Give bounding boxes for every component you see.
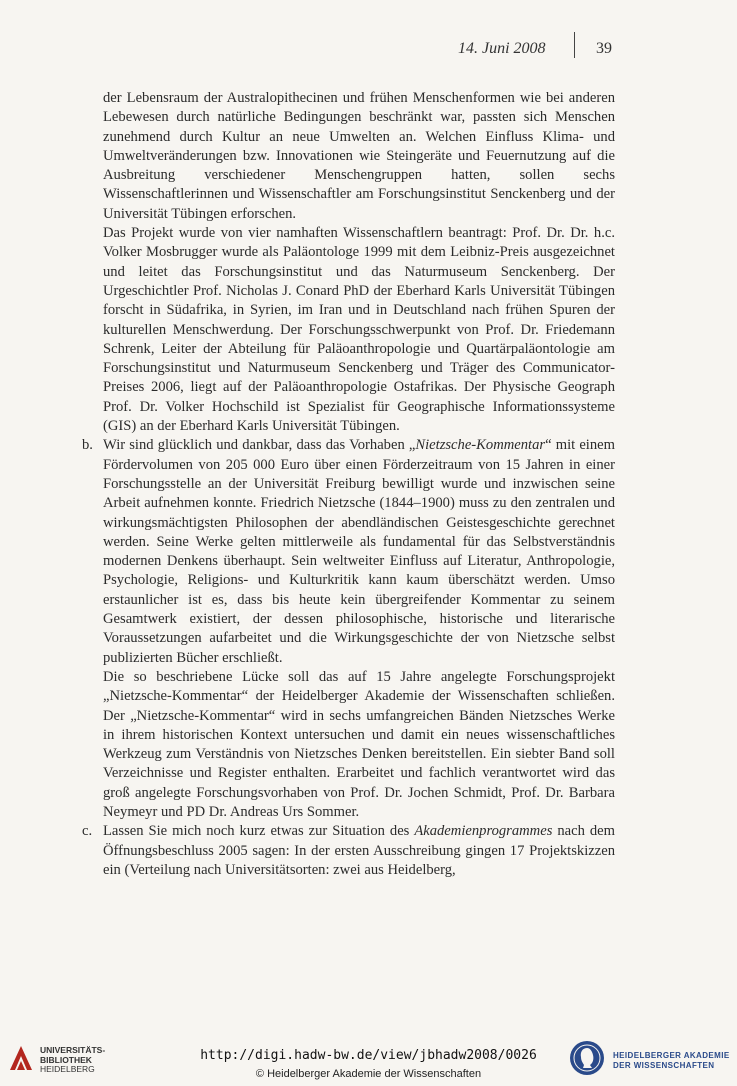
copyright-notice: © Heidelberger Akademie der Wissenschaften	[255, 1068, 482, 1080]
header-date: 14. Juni 2008	[458, 40, 546, 57]
paragraph-lebensraum: der Lebensraum der Australopithecinen und frühen Menschenformen wie bei anderen Lebewesen durch natürliche Bedingungen beschränkt war, passten sich Menschen zunehmend durch Kultur an neue Umwelten an. Welchen Einfluss Klima- und Umweltveränderungen bzw. Innovationen wie Steingeräte und Feuernutzung auf die Ausbreitung verschiedener Menschengruppen hatten, sollen sechs Wissenschaftlerinnen und Wissenschaftler am Forschungsinstitut Senckenberg und der Universität Tübingen erforschen.	[103, 90, 615, 222]
list-marker-c: c.	[82, 823, 93, 840]
permalink-url[interactable]: http://digi.hadw-bw.de/view/jbhadw2008/0026	[200, 1048, 537, 1063]
page-number: 39	[596, 40, 612, 57]
item-b-text-before: Wir sind glücklich und dankbar, dass das Vorhaben „	[103, 437, 416, 454]
body-text	[82, 89, 615, 880]
academy-seal-icon	[569, 1040, 605, 1076]
item-c-text-before: Lassen Sie mich noch kurz etwas zur Situation des	[103, 823, 415, 840]
item-b-text-after: “ mit einem Fördervolumen von 205 000 Euro über einen Förderzeitraum von 15 Jahren in einer Forschungsstelle an der Universität Freiburg bewilligt wurde und inzwischen seine Arbeit aufnehmen konnte. Friedrich Nietzsche (1844–1900) muss zu den zentralen und wirkungsmächtigsten Philosophen der abendländischen Geistesgeschichte gerechnet werden. Seine Werke gelten mittlerweile als fundamental für das Selbstverständnis modernen Denkens überhaupt. Sein weltweiter Einfluss auf Literatur, Anthropologie, Psychologie, Religions- und Kulturkritik kann kaum überschätzt werden. Umso erstaunlicher ist es, dass bis heute kein übergreifender Kommentar zu seinem Gesamtwerk existiert, der dessen philosophische, historische und literarische Voraussetzungen aufarbeitet und die Wirkungsgeschichte der von Nietzsche selbst publizierten Bücher erschließt.	[103, 437, 615, 666]
header-divider	[574, 32, 575, 58]
item-c-italic: Akademienprogrammes	[414, 823, 553, 840]
paragraph-luecke: Die so beschriebene Lücke soll das auf 15 Jahre angelegte Forschungsprojekt „Nietzsche-Kommentar“ der Heidelberger Akademie der Wissenschaften schließen. Der „Nietzsche-Kommentar“ wird in sechs umfangreichen Bänden Nietzsches Werke in ihrem historischen Kontext untersuchen und damit ein neues wissenschaftliches Werkzeug zum Verständnis von Nietzsches Denken bereitstellen. Ein siebter Band soll Verzeichnisse und Register enthalten. Erarbeitet und fachlich verantwortet wird das groß angelegte Forschungsvorhaben von Prof. Dr. Jochen Schmidt, Prof. Dr. Barbara Neymeyr und PD Dr. Andreas Urs Sommer.	[103, 668, 615, 820]
item-c-text-after: nach dem Öffnungsbeschluss 2005 sagen: In der ersten Ausschreibung gingen 17 Projektskizzen ein (Verteilung nach Universitätsorten: zwei aus Heidelberg,	[103, 823, 615, 878]
academy-name: HEIDELBERGER AKADEMIE DER WISSENSCHAFTEN	[613, 1051, 730, 1070]
list-marker-b: b.	[82, 437, 93, 454]
list-item-c	[82, 822, 615, 880]
list-item-b	[82, 436, 615, 668]
digitization-footer	[0, 1032, 737, 1086]
library-name: UNIVERSITÄTS- BIBLIOTHEK HEIDELBERG	[40, 1045, 106, 1074]
paragraph-projekt: Das Projekt wurde von vier namhaften Wissenschaftlern beantragt: Prof. Dr. Dr. h.c. Volker Mosbrugger wurde als Paläontologe 1999 mit dem Leibniz-Preis ausgezeichnet und leitet das Forschungsinstitut und das Naturmuseum Senckenberg. Der Urgeschichtler Prof. Nicholas J. Conard PhD der Eberhard Karls Universität Tübingen forscht in Südafrika, in Syrien, im Iran und in Deutschland nach frühen Spuren der kulturellen Menschwerdung. Der Forschungsschwerpunkt von Prof. Dr. Friedemann Schrenk, Leiter der Abteilung für Paläoanthropologie und Quartärpaläontologie am Forschungsinstitut und Naturmuseum Senckenberg und Träger des Communicator-Preises 2006, liegt auf der Paläoanthropologie Ostafrikas. Der Physische Geograph Prof. Dr. Volker Hochschild ist Spezialist für Geographische Informationssysteme (GIS) an der Eberhard Karls Universität Tübingen.	[103, 225, 615, 435]
item-b-italic: Nietzsche-Kommentar	[415, 437, 546, 454]
